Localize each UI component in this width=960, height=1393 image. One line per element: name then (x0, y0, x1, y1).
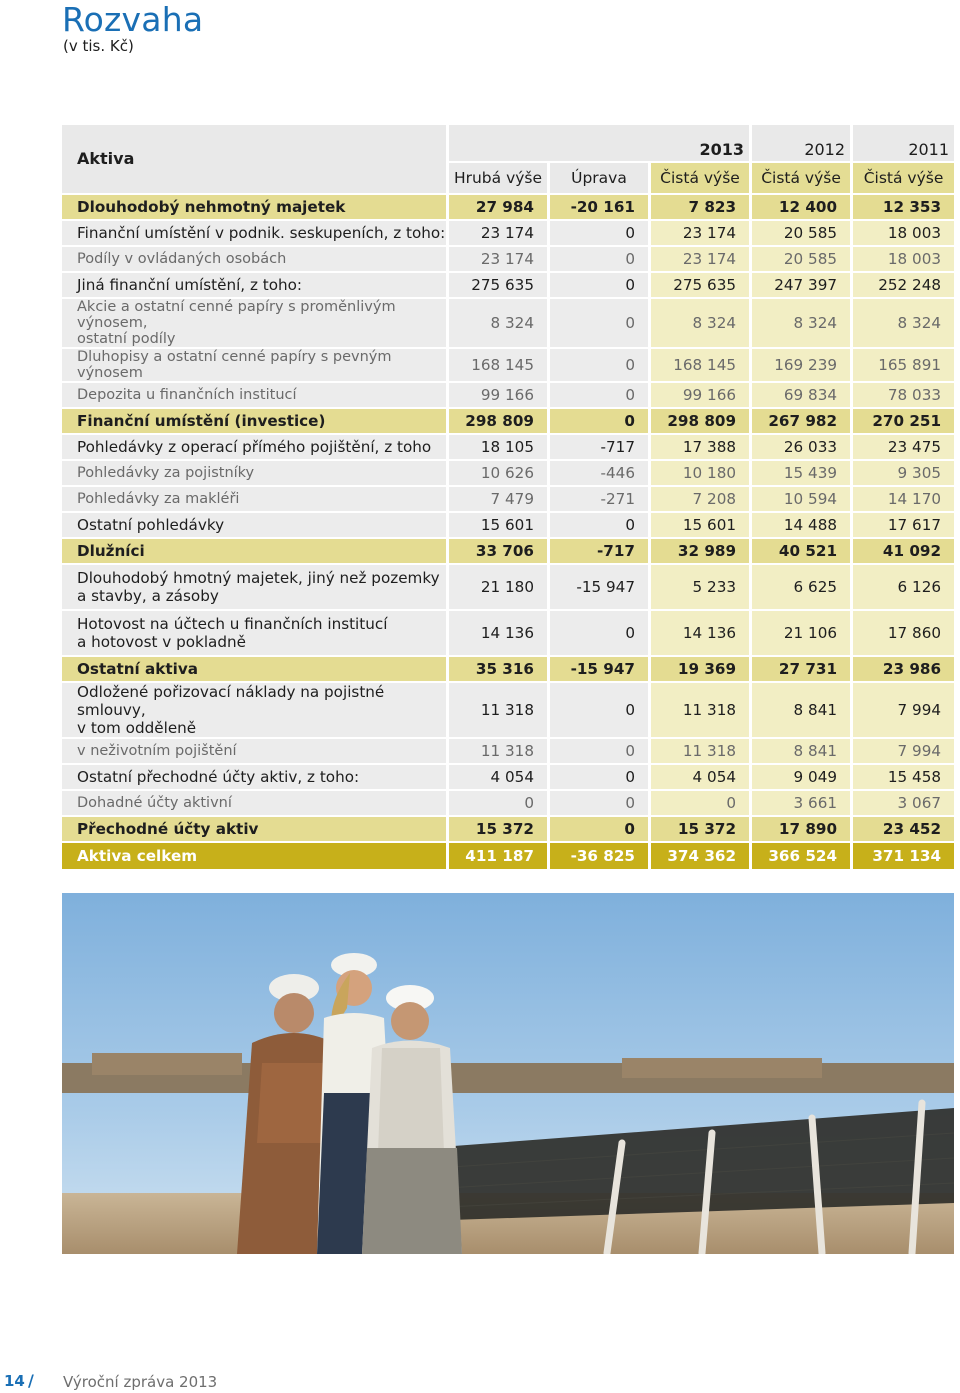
cell-cista-vyse-2012: 8 841 (752, 683, 853, 739)
cell-cista-vyse-2013: 10 180 (651, 461, 752, 487)
year-2011-header: 2011 (853, 125, 954, 163)
cell-cista-vyse-2011: 18 003 (853, 221, 954, 247)
table-row (62, 299, 954, 349)
row-label (62, 195, 449, 221)
cell-cista-vyse-2012: 20 585 (752, 247, 853, 273)
cell-hruba-vyse: 11 318 (449, 739, 550, 765)
cell-hruba-vyse: 0 (449, 791, 550, 817)
cell-hruba-vyse: 33 706 (449, 539, 550, 565)
table-row (62, 565, 954, 611)
row-label (62, 273, 449, 299)
cell-cista-vyse-2011: 6 126 (853, 565, 954, 611)
cell-uprava: 0 (550, 273, 651, 299)
page-title: Rozvaha (62, 0, 204, 39)
row-label-text: Odložené pořizovací náklady na pojistné smlouvy, (77, 683, 385, 719)
cell-cista-vyse-2011: 8 324 (853, 299, 954, 349)
construction-team-photo (62, 893, 954, 1254)
row-label (62, 791, 449, 817)
table-row (62, 435, 954, 461)
cell-cista-vyse-2011: 252 248 (853, 273, 954, 299)
row-label-text-line2: a hotovost v pokladně (77, 633, 246, 651)
cell-cista-vyse-2013: 17 388 (651, 435, 752, 461)
row-label (62, 817, 449, 843)
cell-cista-vyse-2013: 374 362 (651, 843, 752, 871)
cell-cista-vyse-2013: 5 233 (651, 565, 752, 611)
cell-cista-vyse-2013: 99 166 (651, 383, 752, 409)
cell-hruba-vyse: 11 318 (449, 683, 550, 739)
cell-cista-vyse-2011: 17 860 (853, 611, 954, 657)
cell-uprava: 0 (550, 611, 651, 657)
cell-hruba-vyse: 8 324 (449, 299, 550, 349)
cell-cista-vyse-2011: 270 251 (853, 409, 954, 435)
cell-cista-vyse-2013: 8 324 (651, 299, 752, 349)
row-label-text: Dlouhodobý hmotný majetek, jiný než pozemky (77, 569, 440, 587)
page-number: 14 (4, 1372, 25, 1390)
cell-cista-vyse-2011: 165 891 (853, 349, 954, 383)
row-label (62, 461, 449, 487)
balance-sheet-table (62, 125, 954, 871)
table-row (62, 221, 954, 247)
cell-hruba-vyse: 35 316 (449, 657, 550, 683)
report-name: Výroční zpráva 2013 (63, 1373, 218, 1391)
row-label-text: Dlužníci (77, 542, 145, 560)
cell-uprava: -717 (550, 435, 651, 461)
cell-hruba-vyse: 298 809 (449, 409, 550, 435)
cell-hruba-vyse: 168 145 (449, 349, 550, 383)
cell-cista-vyse-2012: 247 397 (752, 273, 853, 299)
row-label-text: Podíly v ovládaných osobách (77, 251, 287, 267)
cell-cista-vyse-2013: 32 989 (651, 539, 752, 565)
cell-cista-vyse-2011: 23 452 (853, 817, 954, 843)
row-label-text: v neživotním pojištění (77, 743, 237, 759)
row-label-text: Pohledávky za pojistníky (77, 465, 255, 481)
row-label-text: Přechodné účty aktiv (77, 820, 259, 838)
aktiva-header: Aktiva (62, 125, 449, 195)
cell-cista-vyse-2013: 0 (651, 791, 752, 817)
row-label (62, 657, 449, 683)
cell-hruba-vyse: 14 136 (449, 611, 550, 657)
cell-uprava: -15 947 (550, 657, 651, 683)
cell-hruba-vyse: 23 174 (449, 221, 550, 247)
cell-hruba-vyse: 21 180 (449, 565, 550, 611)
cell-cista-vyse-2012: 3 661 (752, 791, 853, 817)
cell-cista-vyse-2012: 12 400 (752, 195, 853, 221)
footer-separator: / (28, 1371, 34, 1390)
cell-cista-vyse-2011: 9 305 (853, 461, 954, 487)
table-row (62, 409, 954, 435)
cell-cista-vyse-2012: 15 439 (752, 461, 853, 487)
table-row (62, 539, 954, 565)
cell-cista-vyse-2013: 15 601 (651, 513, 752, 539)
cell-cista-vyse-2012: 21 106 (752, 611, 853, 657)
table-row (62, 247, 954, 273)
cell-uprava: 0 (550, 299, 651, 349)
year-2013-header: 2013 (449, 125, 752, 163)
table-row (62, 791, 954, 817)
row-label (62, 349, 449, 383)
cell-cista-vyse-2011: 78 033 (853, 383, 954, 409)
cell-cista-vyse-2013: 23 174 (651, 247, 752, 273)
table-row (62, 487, 954, 513)
cell-cista-vyse-2013: 7 208 (651, 487, 752, 513)
row-label-text: Dohadné účty aktivní (77, 795, 232, 811)
cell-uprava: -717 (550, 539, 651, 565)
row-label-text: Hotovost na účtech u finančních institucí (77, 615, 388, 633)
table-row (62, 683, 954, 739)
table-row (62, 513, 954, 539)
cell-uprava: -20 161 (550, 195, 651, 221)
table-row (62, 657, 954, 683)
row-label-text: Dlouhodobý nehmotný majetek (77, 198, 346, 216)
row-label (62, 487, 449, 513)
cell-uprava: -36 825 (550, 843, 651, 871)
cell-uprava: -446 (550, 461, 651, 487)
cell-hruba-vyse: 99 166 (449, 383, 550, 409)
col-hruba-header: Hrubá výše (449, 163, 550, 195)
col-cista-2013-header: Čistá výše (651, 163, 752, 195)
cell-cista-vyse-2011: 7 994 (853, 683, 954, 739)
cell-cista-vyse-2013: 15 372 (651, 817, 752, 843)
row-label (62, 739, 449, 765)
row-label (62, 539, 449, 565)
row-label-text: Ostatní přechodné účty aktiv, z toho: (77, 768, 360, 786)
table-header-years (62, 125, 954, 163)
cell-hruba-vyse: 18 105 (449, 435, 550, 461)
cell-uprava: 0 (550, 513, 651, 539)
row-label (62, 435, 449, 461)
cell-cista-vyse-2013: 11 318 (651, 739, 752, 765)
cell-cista-vyse-2013: 19 369 (651, 657, 752, 683)
col-cista-2012-header: Čistá výše (752, 163, 853, 195)
row-label (62, 383, 449, 409)
cell-cista-vyse-2012: 27 731 (752, 657, 853, 683)
cell-cista-vyse-2012: 10 594 (752, 487, 853, 513)
cell-cista-vyse-2011: 7 994 (853, 739, 954, 765)
cell-cista-vyse-2011: 17 617 (853, 513, 954, 539)
cell-cista-vyse-2011: 371 134 (853, 843, 954, 871)
row-label-text: Depozita u finančních institucí (77, 387, 297, 403)
year-2012-header: 2012 (752, 125, 853, 163)
cell-cista-vyse-2011: 14 170 (853, 487, 954, 513)
cell-uprava: 0 (550, 817, 651, 843)
cell-hruba-vyse: 27 984 (449, 195, 550, 221)
row-label-text: Pohledávky za makléři (77, 491, 240, 507)
cell-cista-vyse-2012: 6 625 (752, 565, 853, 611)
cell-hruba-vyse: 15 601 (449, 513, 550, 539)
row-label-text-line2: a stavby, a zásoby (77, 587, 219, 605)
row-label (62, 765, 449, 791)
cell-cista-vyse-2013: 168 145 (651, 349, 752, 383)
page-subtitle: (v tis. Kč) (63, 37, 134, 55)
cell-uprava: 0 (550, 221, 651, 247)
cell-cista-vyse-2012: 8 841 (752, 739, 853, 765)
row-label (62, 843, 449, 871)
cell-uprava: 0 (550, 791, 651, 817)
row-label-text-line2: ostatní podíly (77, 331, 176, 347)
cell-cista-vyse-2012: 26 033 (752, 435, 853, 461)
table-row (62, 273, 954, 299)
row-label-text: Finanční umístění v podnik. seskupeních, z toho: (77, 224, 446, 242)
cell-cista-vyse-2012: 9 049 (752, 765, 853, 791)
row-label-text: Pohledávky z operací přímého pojištění, z toho (77, 438, 432, 456)
cell-cista-vyse-2013: 11 318 (651, 683, 752, 739)
cell-cista-vyse-2012: 17 890 (752, 817, 853, 843)
cell-uprava: 0 (550, 683, 651, 739)
row-label-text-line2: v tom odděleně (77, 719, 197, 737)
cell-cista-vyse-2012: 8 324 (752, 299, 853, 349)
cell-hruba-vyse: 411 187 (449, 843, 550, 871)
cell-cista-vyse-2011: 23 475 (853, 435, 954, 461)
cell-cista-vyse-2011: 23 986 (853, 657, 954, 683)
cell-uprava: 0 (550, 383, 651, 409)
cell-cista-vyse-2011: 18 003 (853, 247, 954, 273)
row-label-text: Ostatní aktiva (77, 660, 198, 678)
cell-uprava: -15 947 (550, 565, 651, 611)
row-label (62, 299, 449, 349)
cell-cista-vyse-2012: 267 982 (752, 409, 853, 435)
cell-uprava: -271 (550, 487, 651, 513)
cell-hruba-vyse: 10 626 (449, 461, 550, 487)
table-row (62, 349, 954, 383)
cell-cista-vyse-2011: 12 353 (853, 195, 954, 221)
row-label-text: Finanční umístění (investice) (77, 412, 326, 430)
row-label-text: Aktiva celkem (77, 847, 198, 865)
cell-cista-vyse-2012: 69 834 (752, 383, 853, 409)
row-label (62, 513, 449, 539)
cell-cista-vyse-2013: 23 174 (651, 221, 752, 247)
table-row (62, 383, 954, 409)
cell-cista-vyse-2013: 275 635 (651, 273, 752, 299)
cell-uprava: 0 (550, 765, 651, 791)
cell-cista-vyse-2011: 15 458 (853, 765, 954, 791)
cell-cista-vyse-2012: 14 488 (752, 513, 853, 539)
cell-hruba-vyse: 4 054 (449, 765, 550, 791)
cell-cista-vyse-2012: 169 239 (752, 349, 853, 383)
row-label (62, 565, 449, 611)
cell-cista-vyse-2013: 298 809 (651, 409, 752, 435)
col-cista-2011-header: Čistá výše (853, 163, 954, 195)
table-row (62, 765, 954, 791)
table-row (62, 817, 954, 843)
cell-uprava: 0 (550, 349, 651, 383)
row-label (62, 611, 449, 657)
cell-hruba-vyse: 15 372 (449, 817, 550, 843)
cell-cista-vyse-2011: 41 092 (853, 539, 954, 565)
cell-hruba-vyse: 7 479 (449, 487, 550, 513)
table-row (62, 195, 954, 221)
cell-cista-vyse-2012: 20 585 (752, 221, 853, 247)
cell-cista-vyse-2013: 7 823 (651, 195, 752, 221)
row-label-text: Jiná finanční umístění, z toho: (77, 276, 303, 294)
cell-uprava: 0 (550, 739, 651, 765)
table-row (62, 843, 954, 871)
row-label-text: Dluhopisy a ostatní cenné papíry s pevným výnosem (77, 349, 392, 381)
cell-cista-vyse-2012: 366 524 (752, 843, 853, 871)
cell-hruba-vyse: 23 174 (449, 247, 550, 273)
cell-hruba-vyse: 275 635 (449, 273, 550, 299)
row-label (62, 409, 449, 435)
cell-cista-vyse-2011: 3 067 (853, 791, 954, 817)
table-row (62, 611, 954, 657)
cell-cista-vyse-2013: 14 136 (651, 611, 752, 657)
cell-cista-vyse-2013: 4 054 (651, 765, 752, 791)
row-label-text: Akcie a ostatní cenné papíry s proměnlivým výnosem, (77, 299, 396, 331)
row-label (62, 221, 449, 247)
row-label (62, 247, 449, 273)
table-row (62, 461, 954, 487)
table-row (62, 739, 954, 765)
cell-uprava: 0 (550, 409, 651, 435)
cell-cista-vyse-2012: 40 521 (752, 539, 853, 565)
row-label-text: Ostatní pohledávky (77, 516, 225, 534)
cell-uprava: 0 (550, 247, 651, 273)
row-label (62, 683, 449, 739)
col-uprava-header: Úprava (550, 163, 651, 195)
